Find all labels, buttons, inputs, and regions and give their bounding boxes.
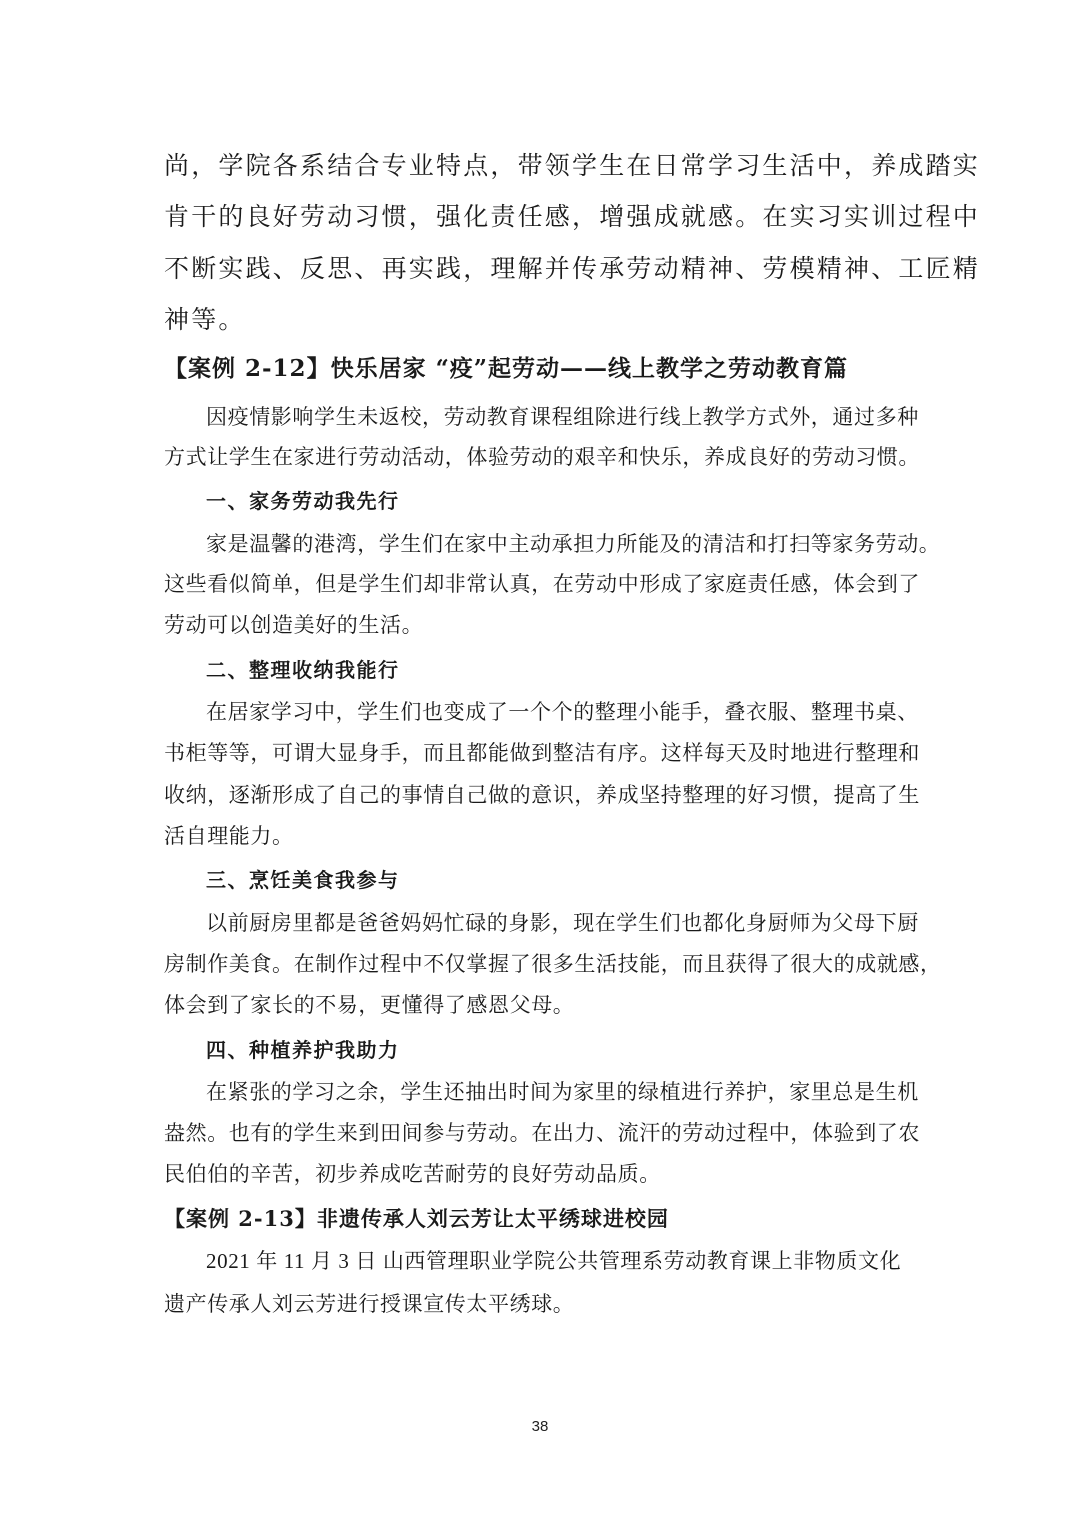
case-2-13-line: 2021 年 11 月 3 日 山西管理职业学院公共管理系劳动教育课上非物质文化: [206, 1249, 902, 1273]
section-line: 房制作美食。在制作过程中不仅掌握了很多生活技能，而且获得了很大的成就感，: [164, 952, 942, 976]
section-line: 在紧张的学习之余，学生还抽出时间为家里的绿植进行养护，家里总是生机: [206, 1080, 919, 1104]
case-2-13-line: 遗产传承人刘云芳进行授课宣传太平绣球。: [164, 1292, 575, 1316]
intro-line: 尚，学院各系结合专业特点，带领学生在日常学习生活中，养成踏实: [164, 151, 981, 180]
intro-line: 肯干的良好劳动习惯，强化责任感，增强成就感。在实习实训过程中: [164, 202, 981, 231]
section-line: 劳动可以创造美好的生活。: [164, 613, 424, 637]
page-number: 38: [531, 1418, 549, 1435]
section-heading: 四、种植养护我助力: [206, 1038, 400, 1062]
section-heading: 二、整理收纳我能行: [206, 658, 400, 682]
section-line: 民伯伯的辛苦，初步养成吃苦耐劳的良好劳动品质。: [164, 1162, 661, 1186]
section-line: 体会到了家长的不易，更懂得了感恩父母。: [164, 993, 575, 1017]
section-line: 这些看似简单，但是学生们却非常认真，在劳动中形成了家庭责任感，体会到了: [164, 572, 920, 596]
section-line: 家是温馨的港湾，学生们在家中主动承担力所能及的清洁和打扫等家务劳动。: [206, 532, 941, 556]
section-line: 以前厨房里都是爸爸妈妈忙碌的身影，现在学生们也都化身厨师为父母下厨: [206, 911, 919, 935]
section-line: 收纳，逐渐形成了自己的事情自己做的意识，养成坚持整理的好习惯，提高了生: [164, 783, 920, 807]
intro-line: 不断实践、反思、再实践，理解并传承劳动精神、劳模精神、工匠精: [164, 254, 981, 283]
section-line: 书柜等等，可谓大显身手，而且都能做到整洁有序。这样每天及时地进行整理和: [164, 741, 920, 765]
case-2-12-heading: 【案例 2-12】快乐居家 “疫”起劳动——线上教学之劳动教育篇: [164, 355, 849, 382]
section-line: 盎然。也有的学生来到田间参与劳动。在出力、流汗的劳动过程中，体验到了农: [164, 1121, 920, 1145]
case-2-12-para-line: 方式让学生在家进行劳动活动，体验劳动的艰辛和快乐，养成良好的劳动习惯。: [164, 445, 920, 469]
section-heading: 一、家务劳动我先行: [206, 489, 400, 513]
case-2-12-para-line: 因疫情影响学生未返校，劳动教育课程组除进行线上教学方式外，通过多种: [206, 405, 919, 429]
section-heading: 三、烹饪美食我参与: [206, 868, 400, 892]
case-2-13-heading: 【案例 2-13】非遗传承人刘云芳让太平绣球进校园: [164, 1206, 669, 1231]
section-line: 在居家学习中，学生们也变成了一个个的整理小能手，叠衣服、整理书桌、: [206, 700, 919, 724]
section-line: 活自理能力。: [164, 824, 294, 848]
intro-line: 神等。: [164, 305, 246, 334]
